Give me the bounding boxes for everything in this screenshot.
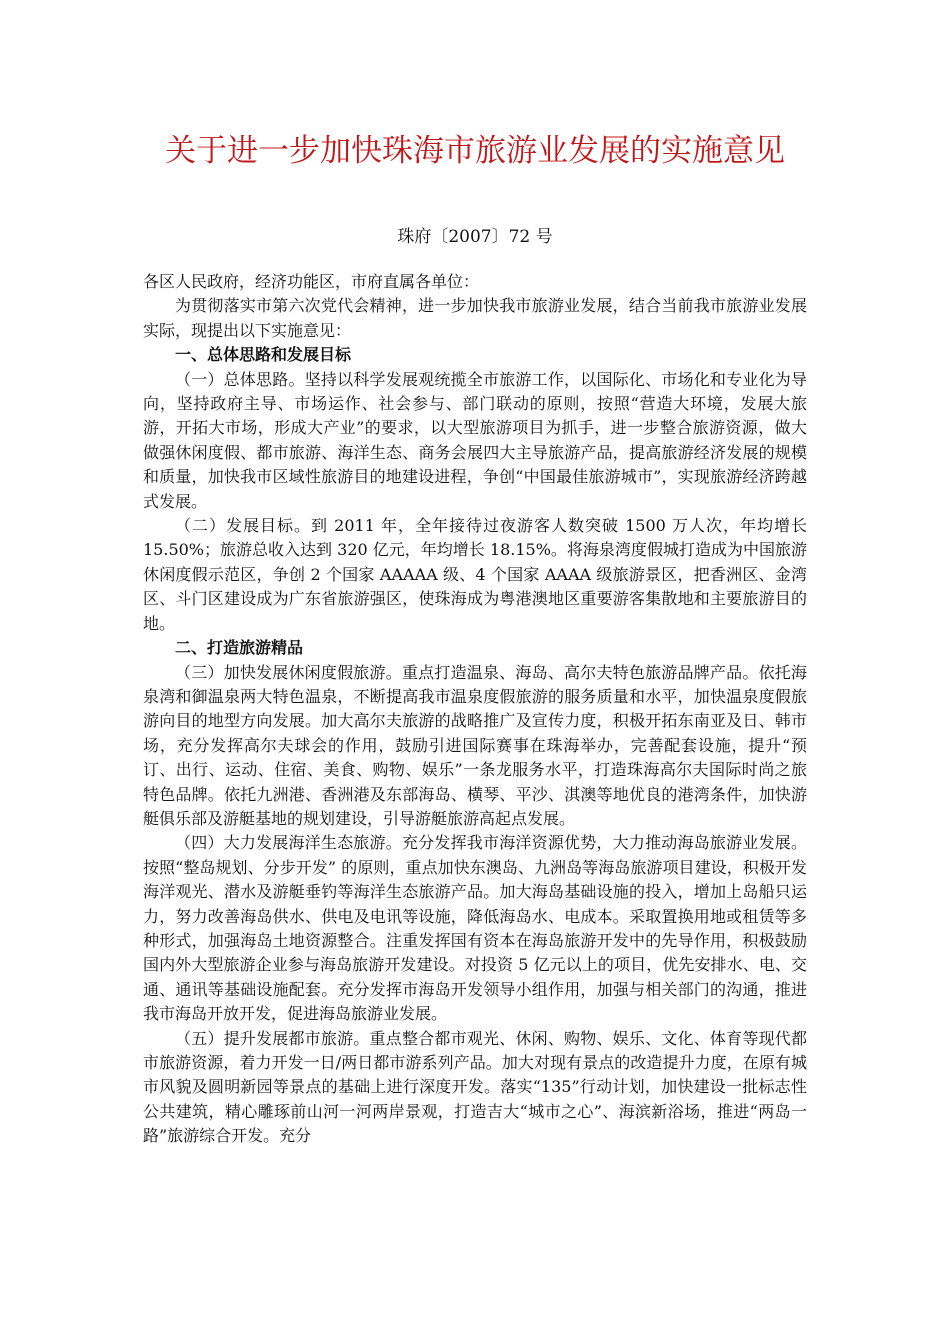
paragraph-urban-tourism: （五）提升发展都市旅游。重点整合都市观光、休闲、购物、娱乐、文化、体育等现代都市旅游资源，着力开发一日/两日都市游系列产品。加大对现有景点的改造提升力度，在原有城市风貌及圆明新园等景点的基础上进行深度开发。落实“135”行动计划，加快建设一批标志性公共建筑，精心雕琢前山河一河两岸景观，打造吉大“城市之心”、海滨新浴场，推进“两岛一路”旅游综合开发。充分 [143,1028,807,1146]
intro-paragraph: 为贯彻落实市第六次党代会精神，进一步加快我市旅游业发展，结合当前我市旅游业发展实际，现提出以下实施意见： [143,296,807,340]
paragraph-marine-tourism: （四）大力发展海洋生态旅游。充分发挥我市海洋资源优势，大力推动海岛旅游业发展。按照“整岛规划、分步开发” 的原则，重点加快东澳岛、九洲岛等海岛旅游项目建设，积极开发海洋观光、潜水及游艇垂钓等海洋生态旅游产品。加大海岛基础设施的投入，增加上岛船只运力，努力改善海岛供水、供电及电讯等设施，降低海岛水、电成本。采取置换用地或租赁等多种形式，加强海岛土地资源整合。注重发挥国有资本在海岛旅游开发中的先导作用，积极鼓励国内外大型旅游企业参与海岛旅游开发建设。对投资 5 亿元以上的项目，优先安排水、电、交通、通讯等基础设施配套。充分发挥市海岛开发领导小组作用，加强与相关部门的沟通，推进我市海岛开放开发，促进海岛旅游业发展。 [143,833,807,1024]
document-title: 关于进一步加快珠海市旅游业发展的实施意见 [165,133,785,169]
paragraph-development-goals: （二）发展目标。到 2011 年，全年接待过夜游客人数突破 1500 万人次，年均增长 15.50%；旅游总收入达到 320 亿元，年均增长 18.15%。将海泉湾度假城打造成为中国旅游休闲度假示范区，争创 2 个国家 AAAAA 级、4 个国家 AAAA 级旅游景区，把香洲区、金湾区、斗门区建设成为广东省旅游强区，使珠海成为粤港澳地区重要游客集散地和主要旅游目的地。 [143,516,807,633]
salutation: 各区人民政府，经济功能区，市府直属各单位： [143,272,480,291]
document-number: 珠府〔2007〕72 号 [397,227,553,247]
paragraph-overall-approach: （一）总体思路。坚持以科学发展观统揽全市旅游工作，以国际化、市场化和专业化为导向，坚持政府主导、市场运作、社会参与、部门联动的原则，按照“营造大环境，发展大旅游，开拓大市场，形成大产业”的要求，以大型旅游项目为抓手，进一步整合旅游资源，做大做强休闲度假、都市旅游、海洋生态、商务会展四大主导旅游产品，提高旅游经济发展的规模和质量，加快我市区域性旅游目的地建设进程，争创“中国最佳旅游城市”，实现旅游经济跨越式发展。 [143,369,807,511]
paragraph-leisure-tourism: （三）加快发展休闲度假旅游。重点打造温泉、海岛、高尔夫特色旅游品牌产品。依托海泉湾和御温泉两大特色温泉，不断提高我市温泉度假旅游的服务质量和水平，加快温泉度假旅游向目的地型方向发展。加大高尔夫旅游的战略推广及宣传力度，积极开拓东南亚及日、韩市场，充分发挥高尔夫球会的作用，鼓励引进国际赛事在珠海举办，完善配套设施，提升“预订、出行、运动、住宿、美食、购物、娱乐”一条龙服务水平，打造珠海高尔夫国际时尚之旅特色品牌。依托九洲港、香洲港及东部海岛、横琴、平沙、淇澳等地优良的港湾条件，加快游艇俱乐部及游艇基地的规划建设，引导游艇旅游高起点发展。 [143,662,807,828]
document-body [143,270,807,1149]
section-heading-2: 二、打造旅游精品 [175,638,304,658]
section-heading-1: 一、总体思路和发展目标 [175,345,352,365]
